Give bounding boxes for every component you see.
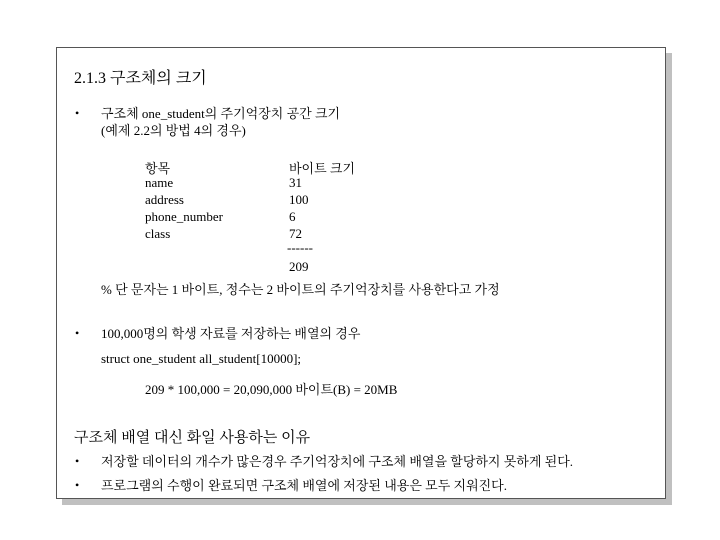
bullet-marker-1: • <box>75 106 80 120</box>
bullet2-line1: 100,000명의 학생 자료를 저장하는 배열의 경우 <box>101 326 361 341</box>
code-declaration: struct one_student all_student[10000]; <box>101 351 302 366</box>
reason-item: 프로그램의 수행이 완료되면 구조체 배열에 저장된 내용은 모두 지워진다. <box>101 478 507 493</box>
assumption-note: % 단 문자는 1 바이트, 정수는 2 바이트의 주기억장치를 사용한다고 가정 <box>101 282 500 297</box>
table-total: 209 <box>289 259 309 274</box>
table-row-size: 72 <box>289 226 302 241</box>
slide-title: 2.1.3 구조체의 크기 <box>74 70 207 87</box>
slide <box>56 47 666 499</box>
table-row-field: name <box>145 175 174 190</box>
bullet1-line1: 구조체 one_student의 주기억장치 공간 크기 <box>101 106 341 121</box>
table-separator: ------ <box>287 240 313 255</box>
size-calculation: 209 * 100,000 = 20,090,000 바이트(B) = 20MB <box>145 382 398 397</box>
table-row-size: 6 <box>289 209 296 224</box>
table-header-field: 항목 <box>145 161 171 176</box>
bullet-marker-4: • <box>75 478 80 492</box>
bullet-marker-3: • <box>75 454 80 468</box>
table-row-field: class <box>145 226 171 241</box>
reason-item: 저장할 데이터의 개수가 많은경우 주기억장치에 구조체 배열을 할당하지 못하게 된다. <box>101 454 574 469</box>
table-row-size: 100 <box>289 192 309 207</box>
table-row-field: address <box>145 192 184 207</box>
bullet-marker-2: • <box>75 326 80 340</box>
table-header-size: 바이트 크기 <box>289 161 356 176</box>
table-row-field: phone_number <box>145 209 223 224</box>
table-row-size: 31 <box>289 175 302 190</box>
bullet1-line2: (예제 2.2의 방법 4의 경우) <box>101 123 246 138</box>
section-heading: 구조체 배열 대신 화일 사용하는 이유 <box>74 430 311 446</box>
